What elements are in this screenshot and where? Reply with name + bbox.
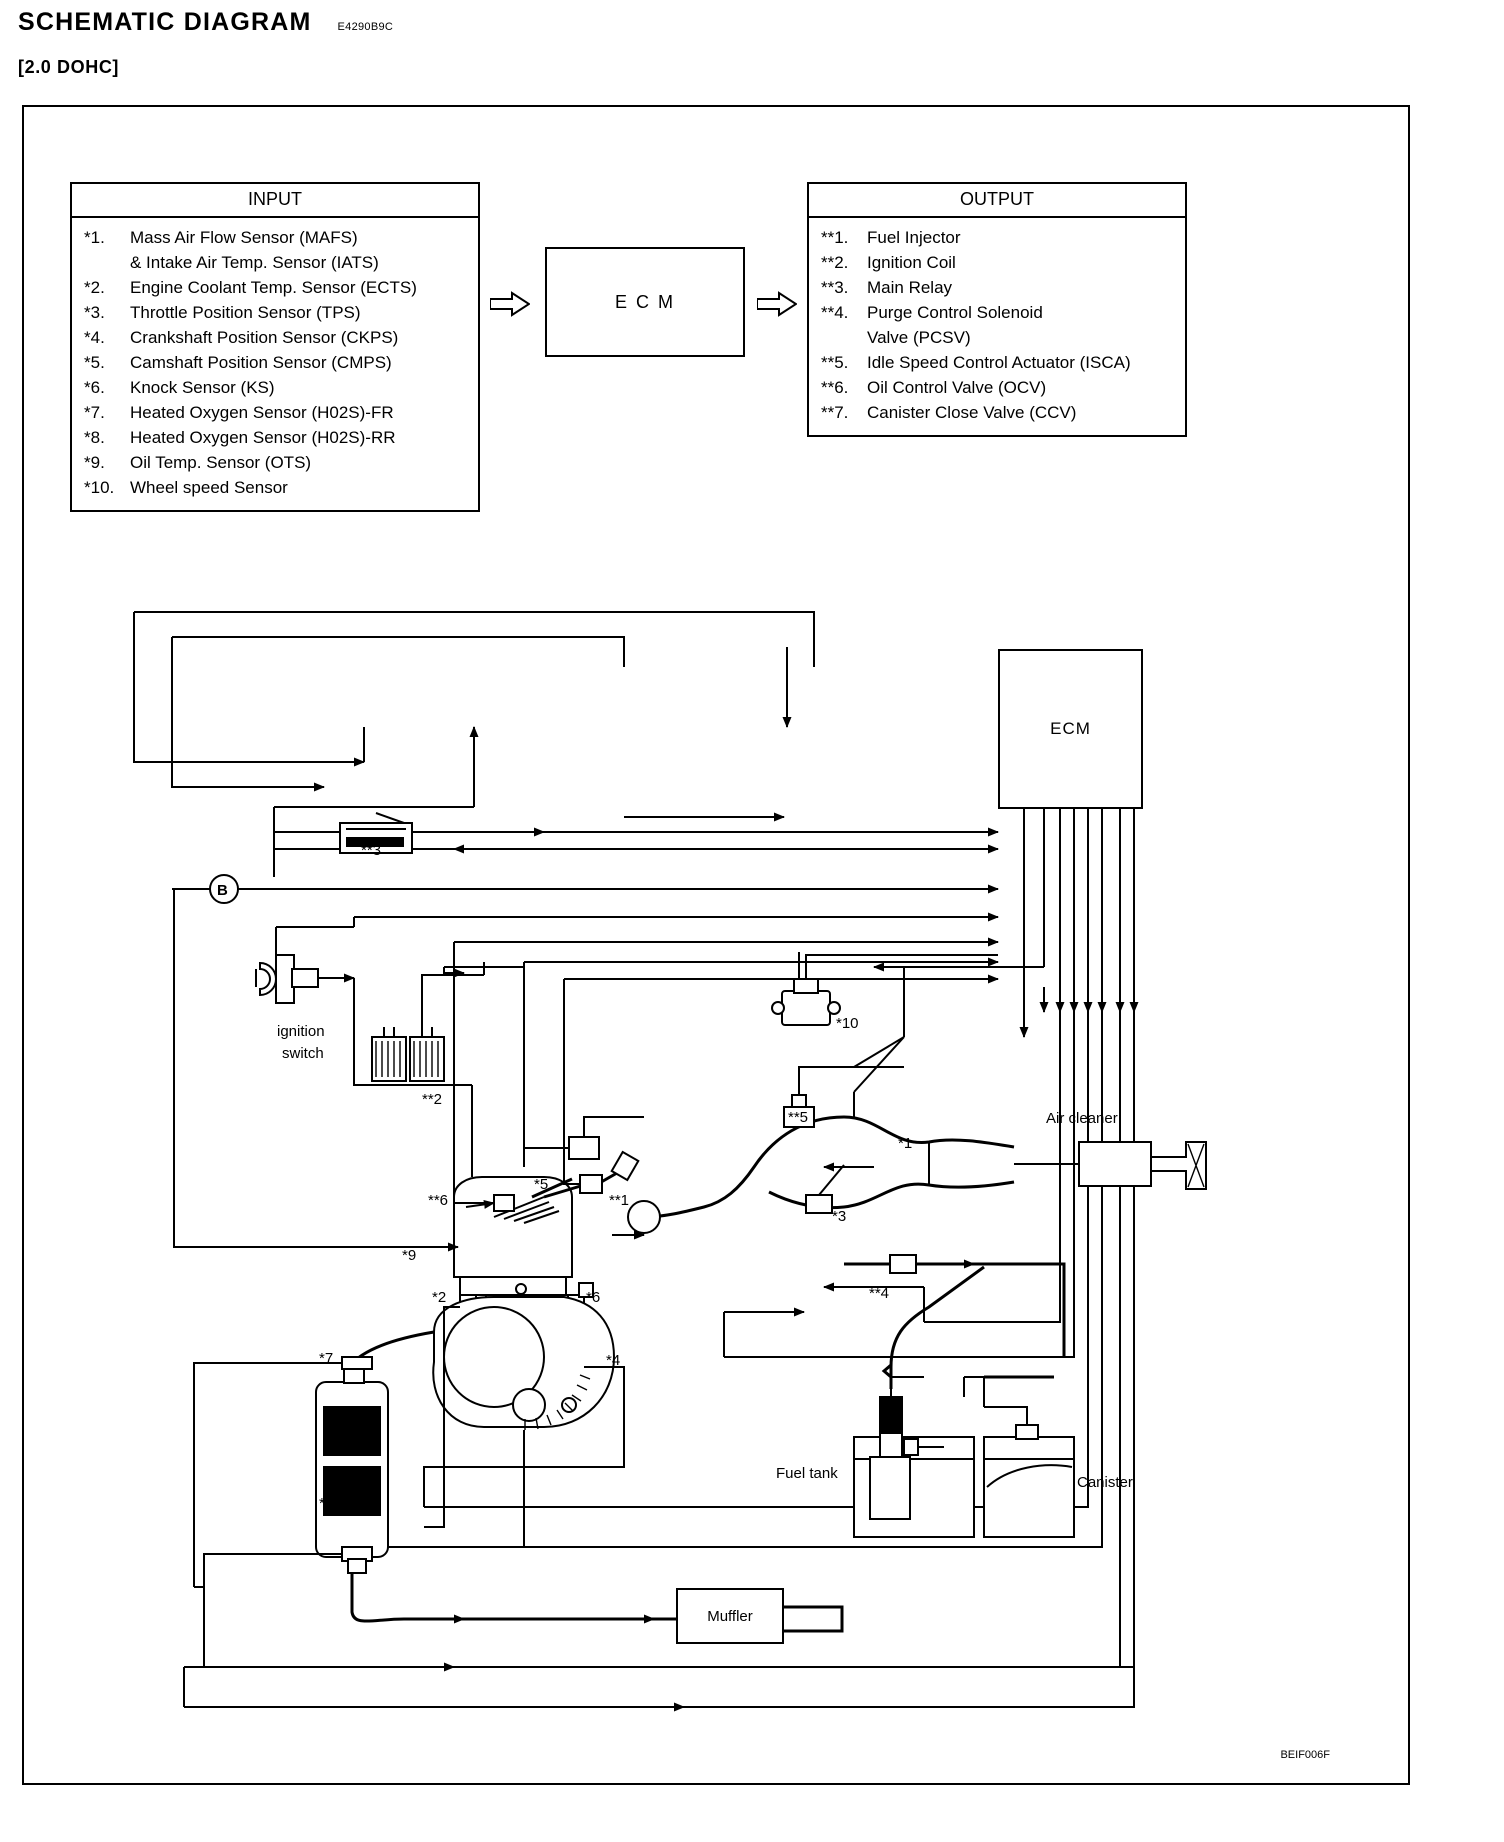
callout-air-cleaner: Air cleaner: [1046, 1110, 1118, 1127]
item-label: Knock Sensor (KS): [130, 378, 275, 397]
item-number: *3.: [84, 303, 105, 322]
schematic-drawing: [24, 107, 1412, 1787]
callout-isca: **5: [788, 1109, 809, 1126]
callout-canister: Canister: [1077, 1474, 1133, 1491]
item-label-continued: & Intake Air Temp. Sensor (IATS): [130, 253, 379, 272]
item-label: Engine Coolant Temp. Sensor (ECTS): [130, 278, 417, 297]
item-label: Mass Air Flow Sensor (MAFS): [130, 228, 358, 247]
callout-ocv: **6: [428, 1192, 449, 1209]
callout-main-relay: **3: [361, 842, 382, 859]
callout-ects: *2: [432, 1289, 447, 1306]
item-number: **1.: [821, 228, 849, 247]
intake-manifold-symbol: [644, 1067, 1014, 1217]
item-number: **2.: [821, 253, 849, 272]
callout-h02s-rr: *8: [319, 1495, 334, 1512]
air-cleaner-symbol: [1014, 1142, 1206, 1189]
item-number: *1.: [84, 228, 105, 247]
callout-pcsv: **4: [869, 1285, 890, 1302]
item-label: Fuel Injector: [867, 228, 961, 247]
wire-bundle-ecm-output: [184, 809, 1134, 1707]
callout-ots: *9: [402, 1247, 417, 1264]
page-header: [18, 8, 393, 37]
fuel-tank-symbol: [854, 1267, 984, 1537]
item-number: *7.: [84, 403, 105, 422]
item-number: **3.: [821, 278, 849, 297]
callout-mafs: *1: [898, 1135, 913, 1152]
muffler-label: Muffler: [707, 1607, 753, 1625]
engine-variant-subtitle: [2.0 DOHC]: [18, 57, 120, 77]
callout-wheel-speed-sensor: *10: [836, 1015, 859, 1032]
item-label: Ignition Coil: [867, 253, 956, 272]
item-number: **7.: [821, 403, 849, 422]
item-label: Idle Speed Control Actuator (ISCA): [867, 353, 1131, 372]
item-label: Canister Close Valve (CCV): [867, 403, 1077, 422]
ecm-block-bottom: ECM: [998, 649, 1143, 809]
ecm-block-top: E C M: [545, 247, 745, 357]
figure-code: BEIF006F: [1280, 1749, 1330, 1761]
callout-ignition-coil: **2: [422, 1091, 443, 1108]
item-number: *8.: [84, 428, 105, 447]
item-number: *9.: [84, 453, 105, 472]
item-label: Camshaft Position Sensor (CMPS): [130, 353, 392, 372]
callout-h02s-fr: *7: [319, 1350, 334, 1367]
item-number: *4.: [84, 328, 105, 347]
item-label: Oil Temp. Sensor (OTS): [130, 453, 312, 472]
item-number: *10.: [84, 478, 115, 497]
item-label: Main Relay: [867, 278, 953, 297]
item-number: **4.: [821, 303, 849, 322]
ignition-coil-symbol: [354, 962, 524, 1085]
battery-node-label: B: [217, 882, 228, 899]
ignition-switch-symbol: [256, 917, 354, 1003]
item-label: Heated Oxygen Sensor (H02S)-RR: [130, 428, 396, 447]
callout-injector: **1: [609, 1192, 630, 1209]
input-legend-heading: INPUT: [72, 184, 478, 218]
pcsv-symbol: [844, 1255, 1064, 1357]
item-number: *2.: [84, 278, 105, 297]
engine-block-symbol: [433, 1117, 660, 1430]
item-label: Crankshaft Position Sensor (CKPS): [130, 328, 399, 347]
callout-ks: *6: [586, 1289, 601, 1306]
callout-ignition-switch-line2: switch: [282, 1045, 324, 1062]
wire-bundle-top: [134, 612, 998, 979]
wire-bundle-bottom: [184, 1667, 1134, 1707]
muffler-box: [676, 1588, 784, 1644]
item-label: Throttle Position Sensor (TPS): [130, 303, 361, 322]
item-label: Oil Control Valve (OCV): [867, 378, 1047, 397]
canister-symbol: [964, 1377, 1074, 1537]
callout-ignition-switch-line1: ignition: [277, 1023, 325, 1040]
page-title: SCHEMATIC DIAGRAM: [18, 8, 312, 36]
wheel-speed-sensor-symbol: [772, 955, 998, 1025]
item-number: *5.: [84, 353, 105, 372]
item-number: *6.: [84, 378, 105, 397]
item-label: Wheel speed Sensor: [130, 478, 288, 497]
callout-tps: *3: [832, 1208, 847, 1225]
item-number: **5.: [821, 353, 849, 372]
page-title-code: E4290B9C: [337, 21, 394, 33]
callout-ckps: *4: [606, 1352, 621, 1369]
callout-fuel-tank: Fuel tank: [776, 1465, 838, 1482]
schematic-frame: [22, 105, 1410, 1785]
item-label: Heated Oxygen Sensor (H02S)-FR: [130, 403, 394, 422]
item-label-continued: Valve (PCSV): [867, 328, 971, 347]
callout-cmps: *5: [534, 1176, 549, 1193]
output-legend-heading: OUTPUT: [809, 184, 1185, 218]
item-number: **6.: [821, 378, 849, 397]
item-label: Purge Control Solenoid: [867, 303, 1043, 322]
